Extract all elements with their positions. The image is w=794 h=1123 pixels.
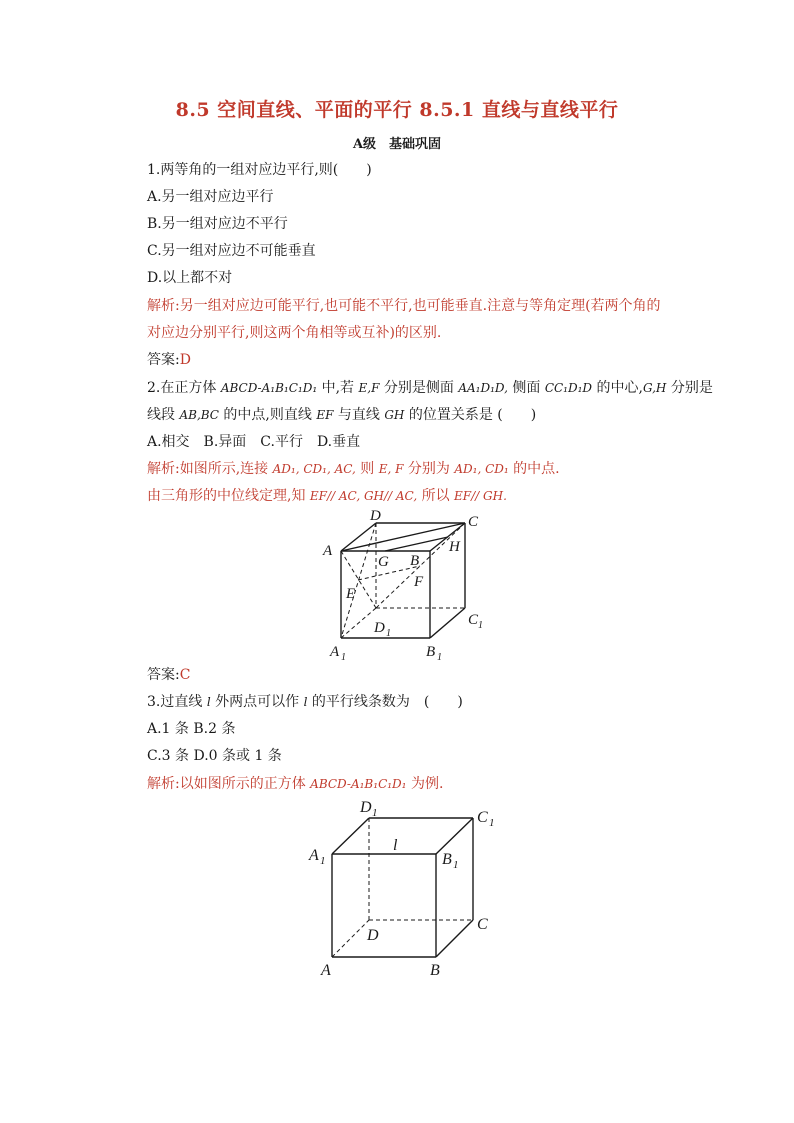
q3-cube-figure (305, 795, 505, 989)
label-F: F (414, 574, 424, 590)
svg-text:1: 1 (386, 628, 391, 639)
label-C1: C (477, 809, 488, 826)
q2-options: A.相交 B.异面 C.平行 D.垂直 (147, 434, 361, 450)
label-G: G (378, 554, 389, 570)
q3-analysis: 解析:以如图所示的正方体 ABCD-A₁B₁C₁D₁ 为例. (147, 776, 444, 792)
q1-option-b: B.另一组对应边不平行 (147, 216, 288, 232)
label-D: D (370, 510, 381, 524)
q1-analysis-line-2: 对应边分别平行,则这两个角相等或互补)的区别. (147, 325, 442, 341)
label-D1: D (374, 620, 385, 636)
label-C: C (468, 514, 479, 530)
label-C1: C (468, 612, 479, 628)
svg-text:1: 1 (478, 620, 483, 631)
label-A1: A (330, 644, 340, 660)
label-B: B (410, 553, 420, 569)
label-B1: B (426, 644, 436, 660)
q2-stem-line-1: 2.在正方体 ABCD-A₁B₁C₁D₁ 中,若 E,F 分别是侧面 AA₁D₁D, 侧面 CC₁D₁D 的中心,G,H 分别是 (147, 380, 713, 396)
label-l: l (393, 837, 398, 854)
q3-options-1: A.1 条 B.2 条 (147, 721, 236, 737)
label-A: A (323, 543, 333, 559)
label-B1: B (442, 851, 452, 868)
label-C: C (477, 916, 488, 933)
q2-cube-figure (310, 510, 500, 666)
section-level: A级 基础巩固 (352, 137, 442, 152)
answer-label: 答案: (147, 352, 180, 368)
q1-option-a: A.另一组对应边平行 (147, 189, 274, 205)
label-D1: D (360, 799, 372, 816)
q2-analysis-line-2: 由三角形的中位线定理,知 EF// AC, GH// AC, 所以 EF// GH. (147, 488, 507, 504)
svg-text:1: 1 (372, 807, 378, 819)
q1-analysis-line-1: 解析:另一组对应边可能平行,也可能不平行,也可能垂直.注意与等角定理(若两个角的 (147, 298, 661, 314)
label-B: B (430, 962, 440, 979)
svg-text:1: 1 (341, 652, 346, 662)
q3-options-2: C.3 条 D.0 条或 1 条 (147, 748, 282, 764)
label-E: E (346, 586, 356, 602)
page-title: 8.5 空间直线、平面的平行 8.5.1 直线与直线平行 (175, 99, 619, 121)
q3-stem: 3.过直线 l 外两点可以作 l 的平行线条数为 ( ) (147, 694, 463, 710)
answer-value: D (179, 352, 191, 368)
q1-option-d: D.以上都不对 (147, 270, 233, 286)
label-D: D (367, 927, 379, 944)
q2-answer: 答案:C (147, 667, 191, 683)
q1-answer (147, 350, 191, 370)
svg-text:1: 1 (437, 652, 442, 662)
svg-text:1: 1 (489, 817, 495, 829)
q2-stem-line-2: 线段 AB,BC 的中点,则直线 EF 与直线 GH 的位置关系是 ( ) (147, 407, 537, 423)
q1-stem: 1.两等角的一组对应边平行,则( ) (147, 162, 372, 178)
label-A1: A (309, 847, 319, 864)
label-H: H (449, 539, 460, 555)
svg-text:1: 1 (453, 859, 459, 871)
q1-option-c: C.另一组对应边不可能垂直 (147, 243, 316, 259)
label-A: A (321, 962, 331, 979)
q2-analysis-line-1: 解析:如图所示,连接 AD₁, CD₁, AC, 则 E, F 分别为 AD₁, CD₁ 的中点. (147, 461, 560, 477)
svg-text:1: 1 (320, 855, 326, 867)
